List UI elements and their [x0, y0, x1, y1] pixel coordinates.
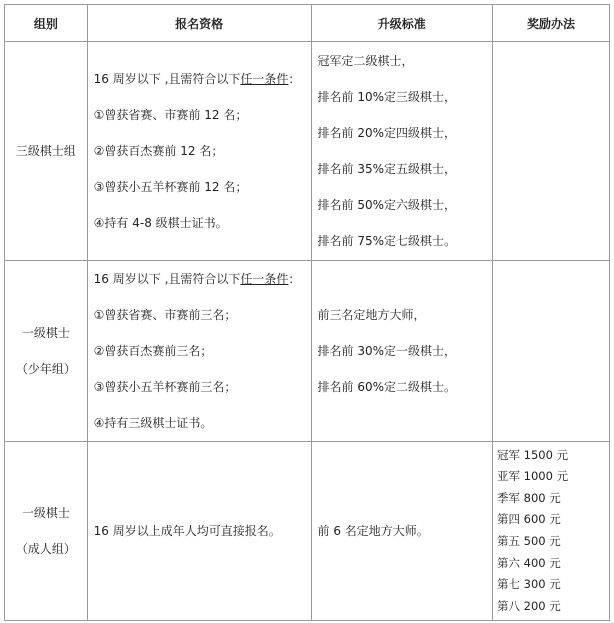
header-row: [5, 5, 610, 42]
qualification-cell: [87, 261, 311, 442]
group-name: 三级棋士组: [15, 144, 76, 158]
promotion-cell: [311, 42, 493, 261]
table-row: [5, 42, 610, 261]
reward-item: 第四 600 元: [497, 512, 561, 527]
group-subname: （少年组）: [15, 362, 76, 376]
group-subname: （成人组）: [15, 542, 76, 556]
qualification-cell: [87, 42, 311, 261]
reward-item: 第七 300 元: [497, 577, 561, 592]
promotion-item: 前三名定地方大师，: [317, 308, 426, 322]
promotion-item: 排名前 20%定四级棋士，: [317, 126, 457, 140]
rules-table: [4, 4, 610, 621]
qualification-cell: [87, 442, 311, 621]
qualification-intro: 16 周岁以下 ,且需符合以下任一条件：: [93, 72, 301, 86]
promotion-cell: [311, 261, 493, 442]
qualification-item: ④持有 4-8 级棋士证书。: [93, 216, 228, 230]
reward-item: 季军 800 元: [497, 490, 561, 505]
promotion-item: 排名前 50%定六级棋士，: [317, 198, 457, 212]
reward-cell: [493, 261, 610, 442]
qualification-item: ③曾获小五羊杯赛前 12 名；: [93, 180, 248, 194]
reward-item: 第八 200 元: [497, 598, 561, 613]
promotion-item: 排名前 10%定三级棋士，: [317, 90, 457, 104]
qualification-intro: 16 周岁以下 ,且需符合以下任一条件：: [93, 272, 301, 286]
table-row: [5, 442, 610, 621]
header-qualification: 报名资格: [87, 5, 311, 42]
header-reward: 奖励办法: [493, 5, 610, 42]
reward-cell: [493, 442, 610, 621]
promotion-item: 排名前 30%定一级棋士，: [317, 344, 457, 358]
group-name: 一级棋士: [21, 326, 70, 340]
promotion-item: 冠军定二级棋士，: [317, 54, 414, 68]
group-cell: [5, 442, 88, 621]
table-row: [5, 261, 610, 442]
qualification-item: ②曾获百杰赛前三名；: [93, 344, 213, 358]
reward-item: 第五 500 元: [497, 534, 561, 548]
group-name: 一级棋士: [21, 506, 70, 520]
qualification-text: 16 周岁以上成年人均可直接报名。: [93, 524, 281, 538]
promotion-item: 前 6 名定地方大师。: [317, 524, 429, 538]
header-group: 组别: [5, 5, 88, 42]
promotion-item: 排名前 60%定二级棋士。: [317, 380, 457, 394]
promotion-item: 排名前 35%定五级棋士，: [317, 162, 457, 176]
promotion-cell: [311, 442, 493, 621]
reward-item: 冠军 1500 元: [497, 447, 569, 462]
qualification-item: ①曾获省赛、市赛前三名；: [93, 308, 237, 322]
qualification-item: ④持有三级棋士证书。: [93, 416, 213, 430]
reward-item: 第六 400 元: [497, 555, 561, 570]
qualification-item: ①曾获省赛、市赛前 12 名；: [93, 108, 248, 122]
qualification-item: ②曾获百杰赛前 12 名；: [93, 144, 224, 158]
group-cell: [5, 261, 88, 442]
promotion-item: 排名前 75%定七级棋士。: [317, 234, 457, 248]
group-cell: [5, 42, 88, 261]
reward-cell: [493, 42, 610, 261]
header-promotion: 升级标准: [311, 5, 493, 42]
qualification-item: ③曾获小五羊杯赛前三名；: [93, 380, 237, 394]
reward-item: 亚军 1000 元: [497, 469, 569, 484]
